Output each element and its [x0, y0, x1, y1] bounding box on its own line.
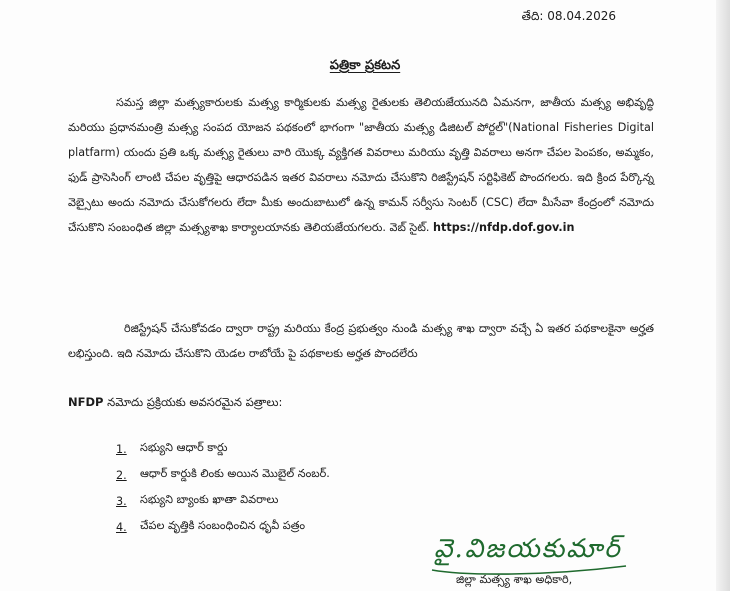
list-item — [116, 436, 330, 462]
documents-list — [116, 436, 330, 540]
main-paragraph-text: సమస్త జిల్లా మత్స్యకారులకు మత్స్య కార్మికులకు మత్స్య రైతులకు తెలియజేయునది ఏమనగా, జాతీయ మత్స్య అభివృద్ధి మరియు ప్రధానమంత్రి మత్స్య సంపద యోజన పథకంలో భాగంగా "జాతీయ మత్స్య డిజిటల్ పోర్టల్"(National Fisheries Digital platfarm) యందు ప్రతి ఒక్క మత్స్య రైతులు వారి యొక్క వ్యక్తిగత వివరాలు మరియు వృత్తి వివరాలు అనగా చేపల పెంపకం, అమ్మకం, ఫుడ్ ప్రాసెసింగ్ లాంటి చేపల వృత్తిపై ఆధారపడిన ఇతర వివరాలు నమోదు చేసుకొని రిజిస్ట్రేషన్ సర్టిఫికెట్ పొందగలరు. ఇది క్రింద పేర్కొన్న వెబ్సైటు అందు నమోదు చేసుకోగలరు లేదా మీకు అందుబాటులో ఉన్న కామన్ సర్వీసు సెంటర్ (CSC) లేదా మీసేవా కేంద్రంలో నమోదు చేసుకొని సంబంధిత జిల్లా మత్స్యశాఖ కార్యాలయానకు తెలియజేయగలరు. వెబ్ సైట్. — [68, 96, 654, 234]
list-item-text: సభ్యుని బ్యాంకు ఖాతా వివరాలు — [140, 493, 279, 506]
website-link[interactable]: https://nfdp.dof.gov.in — [433, 221, 575, 234]
list-item-text: సభ్యుని ఆధార్ కార్డు — [140, 441, 228, 454]
list-item-number: 1. — [116, 442, 127, 456]
list-item-number: 3. — [116, 494, 127, 508]
signature-text: వై.విజయకుమార్ — [434, 534, 622, 564]
documents-heading-tag: NFDP — [68, 395, 104, 409]
list-item-text: ఆధార్ కార్డుకి లింకు అయిన మొబైల్ నంబర్. — [140, 467, 330, 480]
document-title-text: పత్రికా ప్రకటన — [329, 58, 401, 73]
document-date: తేది: 08.04.2026 — [521, 9, 616, 23]
benefit-paragraph: రిజిస్ట్రేషన్ చేసుకోవడం ద్వారా రాష్ట్ర మరియు కేంద్ర ప్రభుత్వం నుండి మత్స్య శాఖ ద్వారా వచ్చే ఏ ఇతర పథకాలకైనా అర్హత లభిస్తుంది. ఇది నమోదు చేసుకొని యెడల రాబోయే పై పథకాలకు అర్హత పొందలేరు — [68, 322, 654, 360]
list-item — [116, 488, 330, 514]
documents-heading-text: నమోదు ప్రక్రియకు అవసరమైన పత్రాలు: — [107, 395, 283, 409]
list-item-text: చేపల వృత్తికి సంబంధించిన ధృవీ పత్రం — [140, 519, 306, 532]
list-item — [116, 462, 330, 488]
list-item-number: 4. — [116, 520, 127, 534]
designation: జిల్లా మత్స్య శాఖ అధికారి, — [456, 573, 573, 586]
page-edge — [716, 0, 730, 591]
document-title — [0, 58, 730, 76]
documents-heading — [68, 395, 282, 412]
main-paragraph — [68, 90, 654, 240]
signature — [426, 530, 646, 578]
list-item — [116, 514, 330, 540]
list-item-number: 2. — [116, 468, 127, 482]
